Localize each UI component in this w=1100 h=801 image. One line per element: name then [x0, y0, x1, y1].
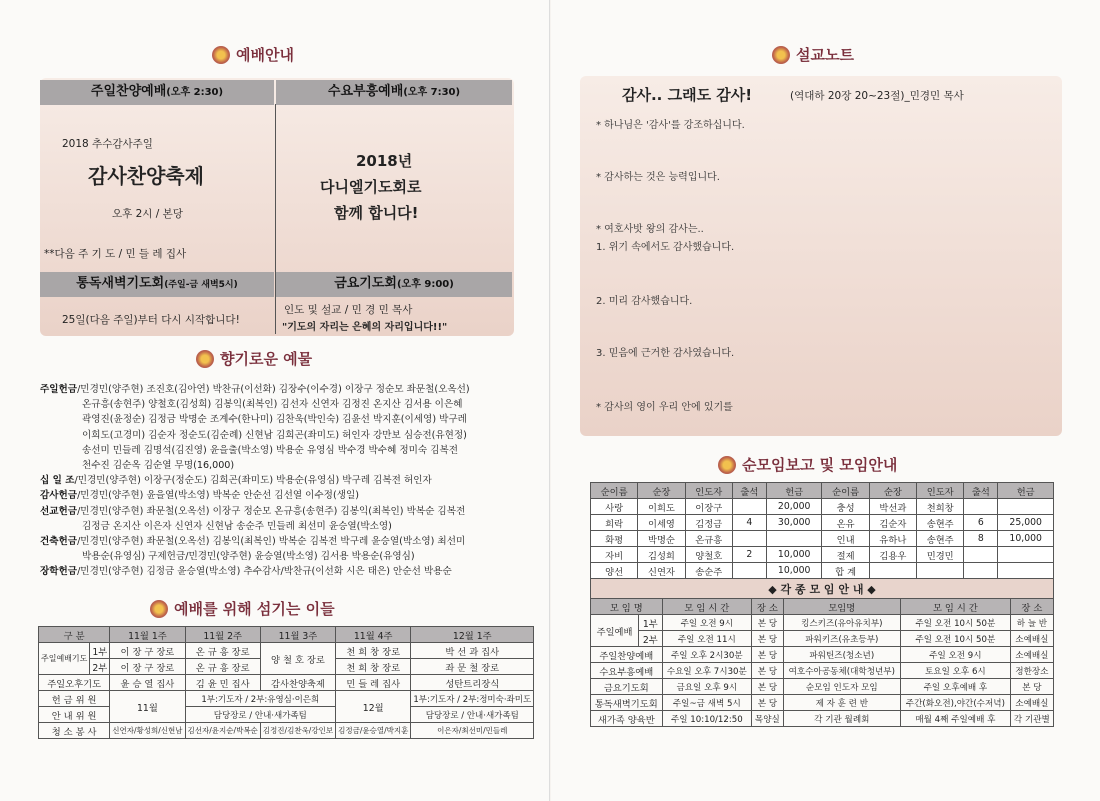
- cell: 각 기관 월례회: [783, 711, 900, 727]
- cell: 본 당: [752, 663, 784, 679]
- th: 11월 1주: [110, 627, 185, 643]
- dawn-header-text: 통독새벽기도회: [76, 276, 165, 291]
- sermon-point-3b: 2. 미리 감사했습니다.: [596, 296, 693, 307]
- cell: 합 계: [822, 563, 869, 579]
- cell: 하 늘 반: [1010, 615, 1053, 631]
- offering-line: [40, 534, 510, 549]
- th: 순이름: [591, 483, 638, 499]
- cell: 파워키즈(유초등부): [783, 631, 900, 647]
- cell: 소예배실: [1010, 631, 1053, 647]
- table-row: [591, 631, 1054, 647]
- cell: 목양실: [752, 711, 784, 727]
- cell: 담당장로 / 안내·새가족팀: [411, 707, 534, 723]
- cell: 각 기관별: [1010, 711, 1053, 727]
- th: 인도자: [685, 483, 732, 499]
- sermon-point-3c: 3. 믿음에 근거한 감사였습니다.: [596, 348, 735, 359]
- th: 구 분: [39, 627, 110, 643]
- cell: 충성: [822, 499, 869, 515]
- cell: 파워틴즈(청소년): [783, 647, 900, 663]
- cell: [732, 563, 766, 579]
- cell: 성탄트리장식: [411, 675, 534, 691]
- cell: 소예배실: [1010, 647, 1053, 663]
- cell: 김용우: [869, 547, 916, 563]
- meetings-title: ◆ 각 종 모 임 안 내 ◆: [591, 579, 1054, 599]
- cell: 본 당: [752, 631, 784, 647]
- cell: 이세영: [638, 515, 685, 531]
- cells-section-title: [718, 454, 897, 475]
- cell: 안 내 위 원: [39, 707, 110, 723]
- offerings-list: [40, 382, 510, 580]
- cell: 통독새벽기도회: [591, 695, 663, 711]
- cells-table: [590, 482, 1054, 579]
- offering-names: 이희도(고경미) 김순자 정순도(김순례) 신현남 김희곤(좌미도) 허인자 강만보 심승전(유현정): [82, 429, 467, 441]
- cell: 주일찬양예배: [591, 647, 663, 663]
- offering-names: 김정금 온지산 이은자 신연자 신현남 송순주 민들레 최선미 윤승열(박소영): [82, 520, 392, 532]
- th: 모 임 명: [591, 599, 663, 615]
- cell: 12월: [336, 691, 411, 723]
- cell: 제 자 훈 련 반: [783, 695, 900, 711]
- cell: 천 희 창 장로: [336, 643, 411, 659]
- offering-line: [40, 473, 510, 488]
- offering-names: 곽영진(윤정순) 김정금 박명순 조계수(한나미) 김찬욱(박인숙) 김윤선 박지훈(이세영) 박구레: [82, 414, 467, 426]
- cell: 박선과: [869, 499, 916, 515]
- th: 출석: [732, 483, 766, 499]
- fri-time: (오후 9:00): [396, 279, 454, 290]
- table-row: [591, 647, 1054, 663]
- cell: 6: [964, 515, 998, 531]
- meetings-body: [591, 615, 1054, 727]
- cell: 8: [964, 531, 998, 547]
- table-row: [591, 515, 1054, 531]
- cell: 새가족 양육반: [591, 711, 663, 727]
- cell: 화평: [591, 531, 638, 547]
- offerings-title-text: 향기로운 예물: [220, 350, 313, 368]
- offering-category: 십 일 조: [40, 475, 75, 487]
- cell: 박명순: [638, 531, 685, 547]
- table-row: [591, 615, 1054, 631]
- offering-category: 선교헌금: [40, 505, 78, 517]
- offering-line: [40, 382, 510, 397]
- sermon-heading: 감사.. 그래도 감사!: [622, 86, 753, 104]
- cell: 정한장소: [1010, 663, 1053, 679]
- cell: 4: [732, 515, 766, 531]
- th: 헌금: [998, 483, 1054, 499]
- sermon-point-4: * 감사의 영이 우리 안에 있기를: [596, 402, 733, 413]
- cell: 사랑: [591, 499, 638, 515]
- offering-category: 감사헌금: [40, 490, 78, 502]
- cell: 본 당: [752, 647, 784, 663]
- cell: 주간(화오전),야간(수저녁): [900, 695, 1010, 711]
- cell: [766, 531, 822, 547]
- cell: [964, 547, 998, 563]
- cells-title-text: 순모임보고 및 모임안내: [742, 456, 898, 474]
- th: 출석: [964, 483, 998, 499]
- flower-icon: [196, 350, 214, 368]
- offering-line: [40, 397, 510, 412]
- cell: 1부: [639, 615, 662, 631]
- cell: 주일 10:10/12:50: [662, 711, 752, 727]
- cell: 송현주: [917, 515, 964, 531]
- th: 순이름: [822, 483, 869, 499]
- cell: 윤 승 열 집사: [110, 675, 185, 691]
- cell: 10,000: [998, 531, 1054, 547]
- cell: [732, 499, 766, 515]
- cell: 천희창: [917, 499, 964, 515]
- offering-line: [40, 549, 510, 564]
- offering-line: [40, 458, 510, 473]
- th: 11월 2주: [185, 627, 260, 643]
- offering-category: 장학헌금: [40, 566, 78, 578]
- cell: 10,000: [766, 563, 822, 579]
- table-row: [591, 663, 1054, 679]
- sunday-service-header: [40, 80, 274, 105]
- fri-note-1: 인도 및 설교 / 민 경 민 목사: [284, 304, 413, 316]
- cell: [998, 499, 1054, 515]
- cell: 여호수아공동체(대학청년부): [783, 663, 900, 679]
- event-year: 2018 추수감사주일: [62, 138, 153, 150]
- offering-names: /민경민(양주현) 좌문철(오옥선) 이장구 정순모 온규흥(송현주) 김봉익(최복인) 박복순 김복전: [77, 505, 466, 517]
- sunday-header-text: 주일찬양예배: [90, 84, 167, 99]
- cell: 이 장 구 장로: [110, 659, 185, 675]
- cell: 본 당: [752, 615, 784, 631]
- flower-icon: [212, 46, 230, 64]
- th: 인도자: [917, 483, 964, 499]
- th: 12월 1주: [411, 627, 534, 643]
- cell: 11월: [110, 691, 185, 723]
- offering-line: [40, 519, 510, 534]
- cell: 김정진/김찬욱/강인보: [260, 723, 335, 739]
- cell: 송현주: [917, 531, 964, 547]
- offering-names: 송선미 민들레 김명석(김진영) 윤을출(박소영) 박용순 유영심 박수경 박수혜 정미숙 김복전: [82, 444, 459, 456]
- cell: 감사찬양축제: [260, 675, 335, 691]
- offering-names: /민경민(양주현) 좌문철(오옥선) 김봉익(최복인) 박복순 김복전 박구레 윤승열(박소영) 최선미: [77, 536, 466, 548]
- cell: 본 당: [1010, 679, 1053, 695]
- divider: [275, 104, 276, 334]
- cell: 1부: [90, 643, 110, 659]
- cell: 수요일 오후 7시30분: [662, 663, 752, 679]
- cell: 킹스키즈(유아유치부): [783, 615, 900, 631]
- wed-header-text: 수요부흥예배: [327, 84, 404, 99]
- sunday-time: (오후 2:30): [166, 87, 224, 98]
- cell: 수요부흥예배: [591, 663, 663, 679]
- cell: 청 소 봉 사: [39, 723, 110, 739]
- table-row: [591, 499, 1054, 515]
- cell: 온 규 흥 장로: [185, 643, 260, 659]
- offering-line: [40, 504, 510, 519]
- cell: 담당장로 / 안내·새가족팀: [185, 707, 336, 723]
- th: 헌금: [766, 483, 822, 499]
- cell: 좌 문 철 장로: [411, 659, 534, 675]
- servers-table: [38, 626, 534, 739]
- cell: 양철호: [685, 547, 732, 563]
- daniel-line-2: 다니엘기도회로: [320, 178, 422, 196]
- sermon-title-text: 설교노트: [796, 46, 854, 64]
- cell: 25,000: [998, 515, 1054, 531]
- offering-names: /민경민(양주현) 조진호(김아연) 박찬규(이선화) 김장수(이수경) 이장구 정순모 좌문철(오옥선): [77, 384, 470, 395]
- event-time: 오후 2시 / 본당: [112, 208, 183, 220]
- table-row: [591, 563, 1054, 579]
- th: 모 임 시 간: [662, 599, 752, 615]
- dawn-note: 25일(다음 주일)부터 다시 시작합니다!: [62, 314, 240, 326]
- sermon-point-1: * 하나님은 '감사'를 강조하십니다.: [596, 120, 745, 131]
- flower-icon: [150, 600, 168, 618]
- fri-header-text: 금요기도회: [334, 276, 397, 291]
- cell: 신연자: [638, 563, 685, 579]
- offering-line: [40, 488, 510, 503]
- cell: 본 당: [752, 679, 784, 695]
- cell: 30,000: [766, 515, 822, 531]
- th: 장 소: [1010, 599, 1053, 615]
- offering-names: 박용순(유영심) 구제헌금/민경민(양주현) 윤승열(박소영) 김서용 박용순(유영심): [82, 551, 415, 563]
- cell: 민 들 레 집사: [336, 675, 411, 691]
- offering-category: 주일헌금: [40, 384, 78, 395]
- cell: 주일 오후예배 후: [900, 679, 1010, 695]
- cell: 주일 오전 9시: [900, 647, 1010, 663]
- cell: 주일 오전 10시 50분: [900, 631, 1010, 647]
- cell: 주일 오전 10시 50분: [900, 615, 1010, 631]
- cell: 주일예배기도: [39, 643, 90, 675]
- offering-names: 천수진 김순옥 김순열 무명(16,000): [82, 460, 235, 472]
- cell: 온규흥: [685, 531, 732, 547]
- wed-service-header: [276, 80, 512, 105]
- flower-icon: [772, 46, 790, 64]
- cell: 주일 오후 2시30분: [662, 647, 752, 663]
- cell: 2부: [639, 631, 662, 647]
- wed-time: (오후 7:30): [403, 87, 461, 98]
- cell: 민경민: [917, 547, 964, 563]
- cell: 온유: [822, 515, 869, 531]
- cell: 이희도: [638, 499, 685, 515]
- cell: [732, 531, 766, 547]
- cell: 이장구: [685, 499, 732, 515]
- cell: 천 희 창 장로: [336, 659, 411, 675]
- cell: [869, 563, 916, 579]
- cell: 송순주: [685, 563, 732, 579]
- cell: 주일~금 새벽 5시: [662, 695, 752, 711]
- cell: 박 선 과 집사: [411, 643, 534, 659]
- th: 모임명: [783, 599, 900, 615]
- cell: 김정금: [685, 515, 732, 531]
- offerings-section-title: [196, 348, 312, 369]
- worship-title-text: 예배안내: [236, 46, 294, 64]
- table-row: [591, 695, 1054, 711]
- cell: 김선자/윤지순/박복순: [185, 723, 260, 739]
- cell: 온 규 흥 장로: [185, 659, 260, 675]
- fri-prayer-header: [276, 272, 512, 297]
- offering-names: 온규흥(송현주) 양철호(김성희) 김봉익(최복인) 김선자 신연자 김정진 온지산 김서용 이은혜: [82, 399, 463, 411]
- cell: 주일 오전 11시: [662, 631, 752, 647]
- th: 장 소: [752, 599, 784, 615]
- cell: 양 철 호 장로: [260, 643, 335, 675]
- cell: 양선: [591, 563, 638, 579]
- table-row: [591, 547, 1054, 563]
- cell: 김정금/윤승열/박지훈: [336, 723, 411, 739]
- offering-line: [40, 428, 510, 443]
- cell: 이 장 구 장로: [110, 643, 185, 659]
- th: 모 임 시 간: [900, 599, 1010, 615]
- sermon-ref: (역대하 20장 20~23절)_민경민 목사: [790, 90, 964, 102]
- cell: 헌 금 위 원: [39, 691, 110, 707]
- cell: [917, 563, 964, 579]
- offering-line: [40, 412, 510, 427]
- cell: 인내: [822, 531, 869, 547]
- offering-names: /민경민(양주현) 이장구(정순도) 김희곤(좌미도) 박용순(유영심) 박구레 김복전 허인자: [74, 475, 432, 487]
- cell: 본 당: [752, 695, 784, 711]
- cell: 소예배실: [1010, 695, 1053, 711]
- th: 11월 3주: [260, 627, 335, 643]
- sermon-section-title: [772, 44, 854, 65]
- cell: 김순자: [869, 515, 916, 531]
- cell: 매월 4째 주일예배 후: [900, 711, 1010, 727]
- meetings-table: [590, 578, 1054, 727]
- cell: [998, 563, 1054, 579]
- flower-icon: [718, 456, 736, 474]
- offering-line: [40, 564, 510, 579]
- servers-section-title: [150, 598, 335, 619]
- cell: 2부: [90, 659, 110, 675]
- dawn-prayer-header: [40, 272, 274, 297]
- cell: 10,000: [766, 547, 822, 563]
- cell: 금요일 오후 9시: [662, 679, 752, 695]
- sermon-point-3: * 여호사밧 왕의 감사는..: [596, 224, 704, 235]
- offering-line: [40, 443, 510, 458]
- th: 11월 4주: [336, 627, 411, 643]
- table-row: [591, 711, 1054, 727]
- cell: 2: [732, 547, 766, 563]
- cell: 1부:기도자 / 2부:유영심·이은희: [185, 691, 336, 707]
- offering-category: 건축헌금: [40, 536, 78, 548]
- table-row: [591, 531, 1054, 547]
- daniel-line-3: 함께 합니다!: [334, 204, 419, 222]
- cell: 김 윤 민 집사: [185, 675, 260, 691]
- cell: 유하나: [869, 531, 916, 547]
- cell: 주일예배: [591, 615, 639, 647]
- worship-section-title: [212, 44, 294, 65]
- cell: [998, 547, 1054, 563]
- cell: [964, 499, 998, 515]
- sermon-point-3a: 1. 위기 속에서도 감사했습니다.: [596, 242, 735, 253]
- cell: 희락: [591, 515, 638, 531]
- servers-title-text: 예배를 위해 섬기는 이들: [174, 600, 335, 618]
- cell: 순모임 인도자 모임: [783, 679, 900, 695]
- cell: 주일 오전 9시: [662, 615, 752, 631]
- cell: 절제: [822, 547, 869, 563]
- cell: 신연자/황성희/신현남: [110, 723, 185, 739]
- cell: 1부:기도자 / 2부:정미숙·좌미도: [411, 691, 534, 707]
- fri-note-2: "기도의 자리는 은혜의 자리입니다!!": [282, 322, 448, 333]
- table-row: [591, 679, 1054, 695]
- cell: 토요일 오후 6시: [900, 663, 1010, 679]
- dawn-time: (주일-금 새벽5시): [164, 280, 238, 290]
- cell: 20,000: [766, 499, 822, 515]
- cell: 자비: [591, 547, 638, 563]
- cell: 금요기도회: [591, 679, 663, 695]
- th: 순장: [638, 483, 685, 499]
- sermon-point-2: * 감사하는 것은 능력입니다.: [596, 172, 720, 183]
- offering-names: /민경민(양주현) 김정금 윤승열(박소영) 추수감사/박찬규(이선화 시은 태은) 안순선 박용순: [77, 566, 452, 578]
- daniel-line-1: 2018년: [356, 152, 413, 170]
- cell: [964, 563, 998, 579]
- cell: 주일오후기도: [39, 675, 110, 691]
- event-title: 감사찬양축제: [88, 164, 204, 188]
- th: 순장: [869, 483, 916, 499]
- cell: 이은자/최선미/민들레: [411, 723, 534, 739]
- next-prayer: **다음 주 기 도 / 민 들 레 집사: [44, 248, 187, 260]
- offering-names: /민경민(양주현) 윤을열(박소영) 박복순 안순선 김선열 이수정(생일): [77, 490, 359, 502]
- cell: 김성희: [638, 547, 685, 563]
